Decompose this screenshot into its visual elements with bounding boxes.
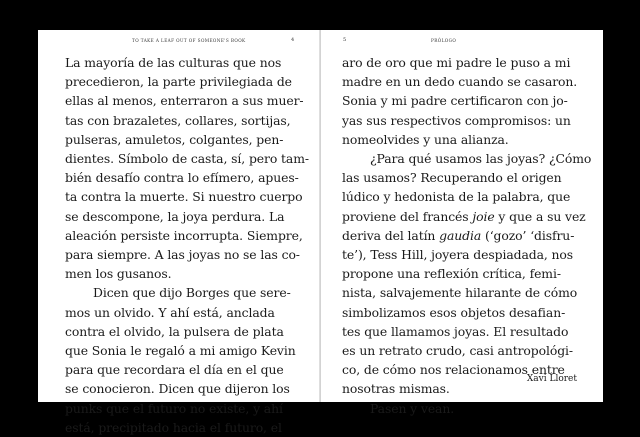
text-line bbox=[342, 207, 586, 226]
text-span: deriva del latín bbox=[342, 227, 440, 243]
text-line: nosotras mismas. bbox=[342, 381, 450, 397]
text-line: aleación persiste incorrupta. Siempre, bbox=[65, 227, 303, 243]
text-line: dientes. Símbolo de casta, sí, pero tam- bbox=[65, 151, 309, 167]
italic-word: gaudia bbox=[439, 227, 482, 243]
text-line: está, precipitado hacia el futuro, el bbox=[65, 419, 282, 435]
text-line bbox=[342, 226, 582, 245]
text-line: punks que el futuro no existe, y ahí bbox=[65, 400, 283, 416]
text-line: mos un olvido. Y ahí está, anclada bbox=[65, 304, 275, 320]
text-line: men los gusanos. bbox=[65, 266, 172, 282]
text-line: La mayoría de las culturas que nos bbox=[65, 55, 282, 70]
text-line: contra el olvido, la pulsera de plata bbox=[65, 323, 284, 339]
text-span: y que a su vez bbox=[494, 208, 586, 224]
text-span: (‘gozo’ ‘disfru- bbox=[481, 227, 575, 243]
text-line: aro de oro que mi padre le puso a mi bbox=[342, 55, 571, 70]
text-line: para siempre. A las joyas no se las co- bbox=[65, 247, 300, 263]
text-line: ¿Para qué usamos las joyas? ¿Cómo bbox=[370, 151, 592, 167]
folio-right: 5 bbox=[343, 37, 347, 43]
left-page bbox=[38, 30, 320, 435]
text-line: te’), Tess Hill, joyera despiadada, nos bbox=[342, 247, 574, 263]
text-line: ta contra la muerte. Si nuestro cuerpo bbox=[65, 189, 303, 205]
author-signature: Xavi Lloret bbox=[526, 374, 577, 384]
text-line: co, de cómo nos relacionamos entre bbox=[342, 362, 565, 378]
text-span: proviene del francés bbox=[342, 208, 473, 224]
italic-word: joie bbox=[472, 208, 495, 224]
right-body-text bbox=[342, 53, 592, 418]
text-line: Pasen y vean. bbox=[370, 400, 455, 416]
text-line: se descompone, la joya perdura. La bbox=[65, 208, 285, 224]
text-line: pulseras, amuletos, colgantes, pen- bbox=[65, 131, 284, 147]
running-head-left: TO TAKE A LEAF OUT OF SOMEONE'S BOOK bbox=[132, 38, 246, 43]
book-spread bbox=[38, 30, 603, 435]
text-line: ellas al menos, enterraron a sus muer- bbox=[65, 93, 304, 109]
text-line: las usamos? Recuperando el origen bbox=[342, 170, 562, 186]
text-line: Dicen que dijo Borges que sere- bbox=[93, 285, 291, 301]
left-body-text bbox=[65, 53, 309, 437]
text-line: madre en un dedo cuando se casaron. bbox=[342, 74, 578, 90]
folio-left: 4 bbox=[291, 37, 295, 43]
text-line: nomeolvides y una alianza. bbox=[342, 131, 509, 147]
text-line: es un retrato crudo, casi antropológi- bbox=[342, 343, 573, 359]
text-line: para que recordara el día en el que bbox=[65, 362, 284, 378]
text-line: se conocieron. Dicen que dijeron los bbox=[65, 381, 290, 397]
text-line: bién desafío contra lo efímero, apues- bbox=[65, 170, 299, 186]
right-page bbox=[321, 30, 603, 416]
text-line: nista, salvajemente hilarante de cómo bbox=[342, 285, 578, 301]
text-line: lúdico y hedonista de la palabra, que bbox=[342, 189, 571, 205]
text-line: Sonia y mi padre certificaron con jo- bbox=[342, 93, 568, 109]
text-line: simbolizamos esos objetos desafian- bbox=[342, 304, 566, 320]
text-line: precedieron, la parte privilegiada de bbox=[65, 74, 292, 90]
text-line: que Sonia le regaló a mi amigo Kevin bbox=[65, 343, 296, 359]
text-line: yas sus respectivos compromisos: un bbox=[342, 112, 571, 128]
text-line: tes que llamamos joyas. El resultado bbox=[342, 323, 569, 339]
running-head-right: PRÓLOGO bbox=[431, 38, 457, 43]
text-line: propone una reflexión crítica, femi- bbox=[342, 266, 561, 282]
text-line: tas con brazaletes, collares, sortijas, bbox=[65, 112, 291, 128]
